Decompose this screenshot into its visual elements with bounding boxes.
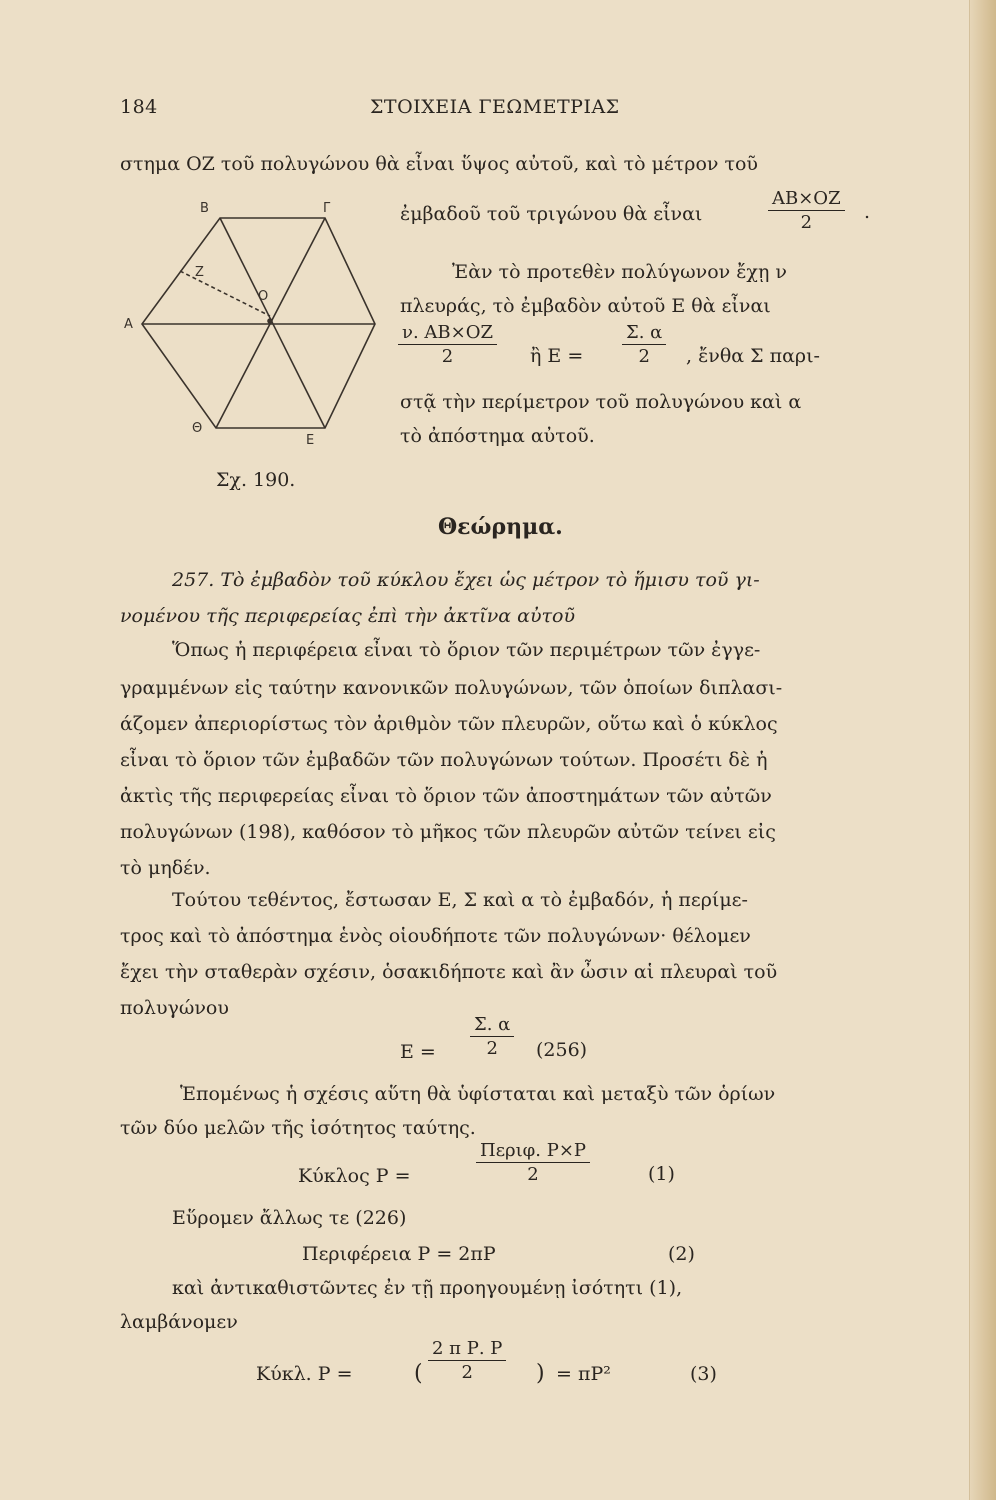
paragraph-2-line-1: Τούτου τεθέντος, ἔστωσαν Ε, Σ καὶ α τὸ ἐμβαδόν, ἡ περίμε- xyxy=(172,889,748,911)
paragraph-2-line-2: τρος καὶ τὸ ἀπόστημα ἑνὸς οἱουδήποτε τῶν πολυγώνων· θέλομεν xyxy=(120,925,751,947)
paragraph-2-line-3: ἔχει τὴν σταθερὰν σχέσιν, ὁσακιδήποτε καὶ ἂν ὦσιν αἱ πλευραὶ τοῦ xyxy=(120,961,778,983)
apothem-oz xyxy=(180,271,270,316)
intro-line-7: τὸ ἀπόστημα αὐτοῦ. xyxy=(400,425,595,447)
or-e-equals: ἢ Ε = xyxy=(530,345,584,367)
intro-line-2: ἐμβαδοῦ τοῦ τριγώνου θὰ εἶναι xyxy=(400,203,703,225)
eq3-rhs: = πΡ² xyxy=(556,1363,611,1385)
eq2-text: Περιφέρεια Ρ = 2πΡ xyxy=(302,1243,496,1265)
paragraph-1-line-1: Ὅπως ἡ περιφέρεια εἶναι τὸ ὅριον τῶν περιμέτρων τῶν ἐγγε- xyxy=(172,639,761,661)
eq3-open-paren: ( xyxy=(414,1361,423,1386)
theorem-heading: Θεώρημα. xyxy=(438,514,563,540)
label-th: Θ xyxy=(192,421,203,436)
paragraph-1-line-3: άζομεν ἀπεριορίστως τὸν ἀριθμὸν τῶν πλευρῶν, οὕτω καὶ ὁ κύκλος xyxy=(120,713,778,735)
paragraph-3-line-1: Ἑπομένως ἡ σχέσις αὕτη θὰ ὑφίσταται καὶ μεταξὺ τῶν ὁρίων xyxy=(180,1083,776,1105)
eq3-lhs: Κύκλ. Ρ = xyxy=(256,1363,353,1385)
fraction-sigma-a: Σ. α 2 xyxy=(622,322,666,367)
label-z: Z xyxy=(195,265,204,280)
line-226: Εὕρομεν ἄλλως τε (226) xyxy=(172,1207,407,1229)
eq3-fraction: 2 π Ρ. Ρ 2 xyxy=(428,1338,506,1383)
paragraph-1-line-7: τὸ μηδέν. xyxy=(120,857,211,879)
eq1-tag: (1) xyxy=(648,1163,675,1185)
paragraph-1-line-6: πολυγώνων (198), καθόσον τὸ μῆκος τῶν πλευρῶν αὐτῶν τείνει εἰς xyxy=(120,821,776,843)
page-edge xyxy=(969,0,996,1500)
eq1-fraction: Περιφ. Ρ×Ρ 2 xyxy=(476,1140,590,1185)
eq256-tag: (256) xyxy=(536,1039,588,1061)
paragraph-2-line-4: πολυγώνου xyxy=(120,997,229,1019)
paragraph-1-line-4: εἶναι τὸ ὅριον τῶν ἐμβαδῶν τῶν πολυγώνων τούτων. Προσέτι δὲ ἡ xyxy=(120,749,768,771)
figure-caption: Σχ. 190. xyxy=(216,469,296,491)
running-title: ΣΤΟΙΧΕΙΑ ΓΕΩΜΕΤΡΙΑΣ xyxy=(370,96,620,118)
paragraph-1-line-2: γραμμένων εἰς ταύτην κανονικῶν πολυγώνων, τῶν ὁποίων διπλασι- xyxy=(120,677,783,699)
label-a: A xyxy=(124,317,133,332)
fraction-end-period: . xyxy=(864,201,871,223)
intro-line-3: Ἐὰν τὸ προτεθὲν πολύγωνον ἔχῃ ν xyxy=(452,261,787,283)
eq3-tag: (3) xyxy=(690,1363,717,1385)
theorem-statement-2: νομένου τῆς περιφερείας ἐπὶ τὴν ἀκτῖνα αὐτοῦ xyxy=(120,605,576,627)
substitution-line-2: λαμβάνομεν xyxy=(120,1311,238,1333)
hexagon-outline xyxy=(142,218,375,428)
hexagon-figure xyxy=(120,196,390,456)
paragraph-3-line-2: τῶν δύο μελῶν τῆς ἰσότητος ταύτης. xyxy=(120,1117,476,1139)
eq1-lhs: Κύκλος Ρ = xyxy=(298,1165,411,1187)
substitution-line-1: καὶ ἀντικαθιστῶντες ἐν τῇ προηγουμένῃ ἰσότητι (1), xyxy=(172,1277,683,1299)
eq256-lhs: Ε = xyxy=(400,1041,436,1063)
theorem-statement-1: 257. Τὸ ἐμβαδὸν τοῦ κύκλου ἔχει ὡς μέτρον τὸ ἥμισυ τοῦ γι- xyxy=(172,569,760,591)
paragraph-1-line-5: ἀκτὶς τῆς περιφερείας εἶναι τὸ ὅριον τῶν ἀποστημάτων τῶν αὐτῶν xyxy=(120,785,772,807)
label-b: B xyxy=(200,201,209,216)
label-e: E xyxy=(306,433,315,448)
intro-line-4: πλευράς, τὸ ἐμβαδὸν αὐτοῦ Ε θὰ εἶναι xyxy=(400,295,771,317)
eq3-close-paren: ) xyxy=(536,1361,545,1386)
intro-line-1: στημα ΟΖ τοῦ πολυγώνου θὰ εἶναι ὕψος αὐτοῦ, καὶ τὸ μέτρον τοῦ xyxy=(120,153,758,175)
label-o: O xyxy=(258,289,269,304)
eq256-fraction: Σ. α 2 xyxy=(470,1014,514,1059)
fraction-ab-oz: ΑΒ×ΟΖ 2 xyxy=(768,188,845,233)
page-number: 184 xyxy=(120,96,158,118)
center-point xyxy=(268,319,272,323)
fraction-n-ab-oz: ν. ΑΒ×ΟΖ 2 xyxy=(398,322,497,367)
intro-line-5-tail: , ἔνθα Σ παρι- xyxy=(686,345,820,367)
label-g: Γ xyxy=(323,201,331,216)
eq2-tag: (2) xyxy=(668,1243,695,1265)
intro-line-6: στᾷ τὴν περίμετρον τοῦ πολυγώνου καὶ α xyxy=(400,391,802,413)
